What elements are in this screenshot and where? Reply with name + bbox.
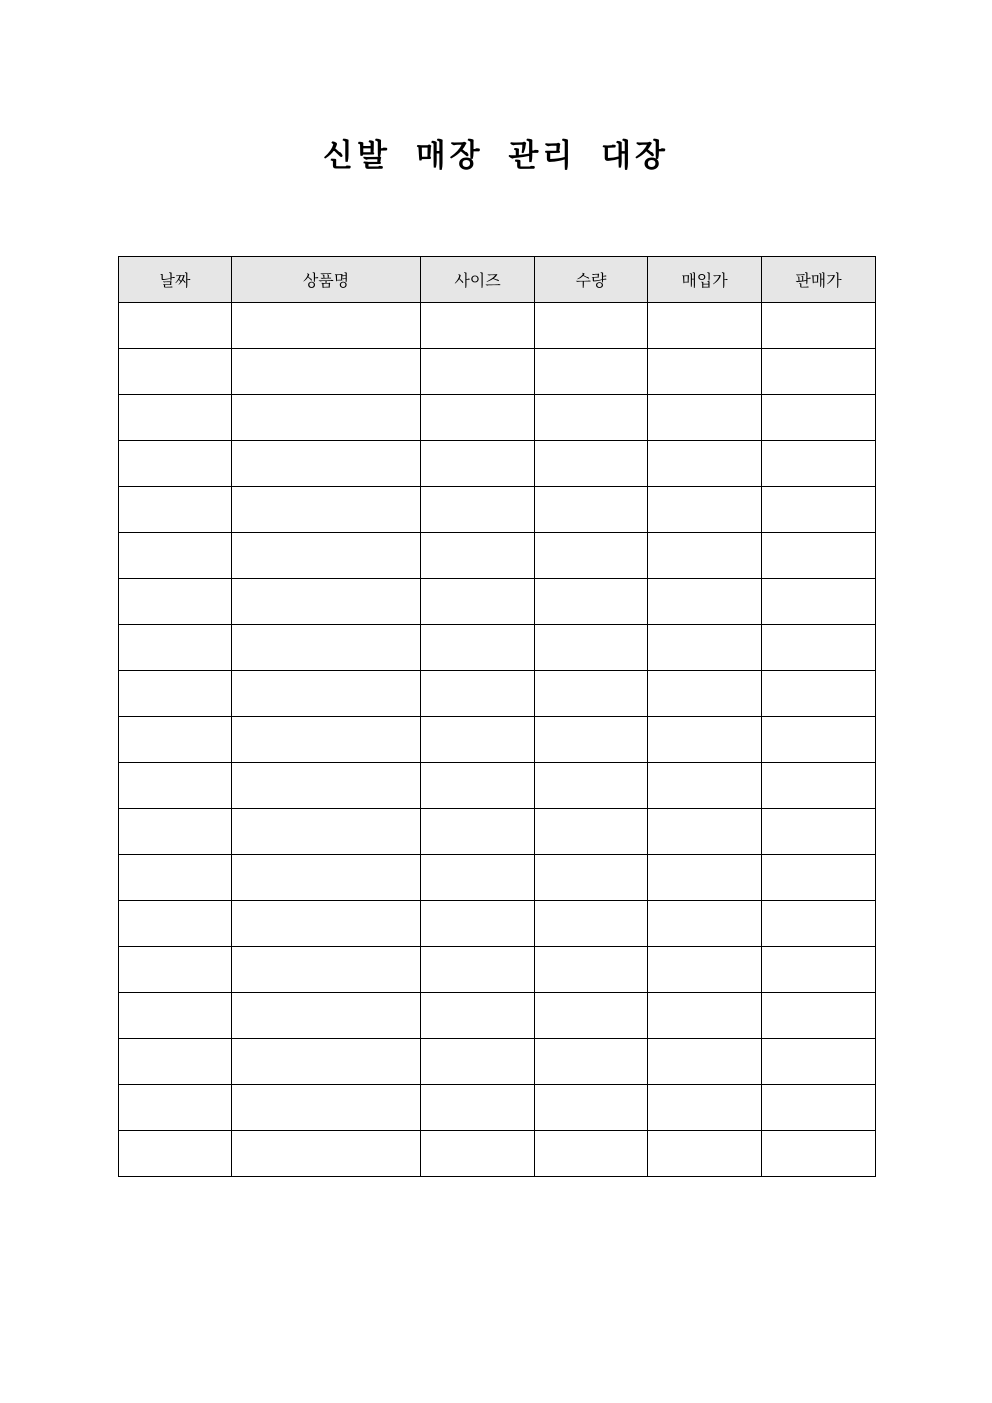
cell-product-name[interactable]	[232, 533, 421, 579]
cell-date[interactable]	[119, 349, 232, 395]
cell-size[interactable]	[421, 395, 535, 441]
cell-product-name[interactable]	[232, 717, 421, 763]
cell-sale-price[interactable]	[762, 763, 876, 809]
cell-sale-price[interactable]	[762, 717, 876, 763]
table-row	[119, 625, 876, 671]
table-row	[119, 349, 876, 395]
cell-size[interactable]	[421, 671, 535, 717]
cell-date[interactable]	[119, 533, 232, 579]
table-row	[119, 533, 876, 579]
cell-size[interactable]	[421, 349, 535, 395]
table-row	[119, 947, 876, 993]
cell-quantity[interactable]	[535, 947, 648, 993]
cell-quantity[interactable]	[535, 349, 648, 395]
cell-date[interactable]	[119, 993, 232, 1039]
cell-quantity[interactable]	[535, 487, 648, 533]
cell-size[interactable]	[421, 855, 535, 901]
cell-size[interactable]	[421, 1131, 535, 1177]
cell-date[interactable]	[119, 579, 232, 625]
cell-purchase-price[interactable]	[648, 671, 762, 717]
cell-date[interactable]	[119, 487, 232, 533]
cell-quantity[interactable]	[535, 625, 648, 671]
cell-size[interactable]	[421, 993, 535, 1039]
cell-date[interactable]	[119, 717, 232, 763]
column-header-size: 사이즈	[421, 257, 535, 303]
cell-date[interactable]	[119, 809, 232, 855]
cell-product-name[interactable]	[232, 441, 421, 487]
column-header-purchase-price: 매입가	[648, 257, 762, 303]
cell-sale-price[interactable]	[762, 487, 876, 533]
cell-quantity[interactable]	[535, 441, 648, 487]
cell-purchase-price[interactable]	[648, 395, 762, 441]
cell-date[interactable]	[119, 1039, 232, 1085]
cell-purchase-price[interactable]	[648, 717, 762, 763]
table-row	[119, 809, 876, 855]
cell-sale-price[interactable]	[762, 809, 876, 855]
cell-product-name[interactable]	[232, 395, 421, 441]
cell-date[interactable]	[119, 395, 232, 441]
cell-sale-price[interactable]	[762, 947, 876, 993]
cell-date[interactable]	[119, 625, 232, 671]
cell-date[interactable]	[119, 671, 232, 717]
cell-sale-price[interactable]	[762, 901, 876, 947]
table-row	[119, 671, 876, 717]
cell-quantity[interactable]	[535, 763, 648, 809]
column-header-product-name: 상품명	[232, 257, 421, 303]
table-row	[119, 1039, 876, 1085]
cell-purchase-price[interactable]	[648, 349, 762, 395]
table-header-row	[119, 257, 876, 303]
cell-date[interactable]	[119, 947, 232, 993]
cell-size[interactable]	[421, 1039, 535, 1085]
document-title: 신발 매장 관리 대장	[323, 138, 669, 174]
table-row	[119, 855, 876, 901]
cell-date[interactable]	[119, 901, 232, 947]
cell-product-name[interactable]	[232, 1039, 421, 1085]
ledger-body	[119, 303, 876, 1177]
cell-product-name[interactable]	[232, 809, 421, 855]
cell-sale-price[interactable]	[762, 303, 876, 349]
cell-purchase-price[interactable]	[648, 487, 762, 533]
cell-product-name[interactable]	[232, 487, 421, 533]
ledger-table	[118, 256, 876, 1177]
table-row	[119, 395, 876, 441]
column-header-date: 날짜	[119, 257, 232, 303]
table-row	[119, 487, 876, 533]
cell-sale-price[interactable]	[762, 349, 876, 395]
cell-size[interactable]	[421, 717, 535, 763]
cell-purchase-price[interactable]	[648, 303, 762, 349]
cell-product-name[interactable]	[232, 349, 421, 395]
cell-product-name[interactable]	[232, 1085, 421, 1131]
cell-purchase-price[interactable]	[648, 625, 762, 671]
cell-sale-price[interactable]	[762, 993, 876, 1039]
cell-product-name[interactable]	[232, 993, 421, 1039]
cell-product-name[interactable]	[232, 855, 421, 901]
cell-size[interactable]	[421, 1085, 535, 1131]
cell-date[interactable]	[119, 855, 232, 901]
cell-quantity[interactable]	[535, 395, 648, 441]
cell-purchase-price[interactable]	[648, 763, 762, 809]
cell-purchase-price[interactable]	[648, 1039, 762, 1085]
cell-sale-price[interactable]	[762, 671, 876, 717]
cell-quantity[interactable]	[535, 901, 648, 947]
cell-quantity[interactable]	[535, 1131, 648, 1177]
cell-quantity[interactable]	[535, 1085, 648, 1131]
cell-sale-price[interactable]	[762, 579, 876, 625]
cell-size[interactable]	[421, 809, 535, 855]
column-header-sale-price: 판매가	[762, 257, 876, 303]
table-row	[119, 1131, 876, 1177]
cell-product-name[interactable]	[232, 625, 421, 671]
cell-quantity[interactable]	[535, 809, 648, 855]
cell-product-name[interactable]	[232, 579, 421, 625]
cell-purchase-price[interactable]	[648, 901, 762, 947]
cell-purchase-price[interactable]	[648, 441, 762, 487]
cell-size[interactable]	[421, 487, 535, 533]
cell-quantity[interactable]	[535, 1039, 648, 1085]
table-row	[119, 303, 876, 349]
cell-product-name[interactable]	[232, 1131, 421, 1177]
cell-quantity[interactable]	[535, 579, 648, 625]
cell-purchase-price[interactable]	[648, 855, 762, 901]
table-row	[119, 993, 876, 1039]
table-row	[119, 441, 876, 487]
cell-size[interactable]	[421, 625, 535, 671]
cell-sale-price[interactable]	[762, 625, 876, 671]
cell-date[interactable]	[119, 1085, 232, 1131]
cell-product-name[interactable]	[232, 901, 421, 947]
cell-sale-price[interactable]	[762, 441, 876, 487]
cell-date[interactable]	[119, 303, 232, 349]
cell-size[interactable]	[421, 579, 535, 625]
cell-product-name[interactable]	[232, 947, 421, 993]
cell-product-name[interactable]	[232, 671, 421, 717]
cell-sale-price[interactable]	[762, 1039, 876, 1085]
cell-quantity[interactable]	[535, 533, 648, 579]
cell-purchase-price[interactable]	[648, 993, 762, 1039]
column-header-quantity: 수량	[535, 257, 648, 303]
cell-purchase-price[interactable]	[648, 947, 762, 993]
cell-size[interactable]	[421, 533, 535, 579]
cell-size[interactable]	[421, 947, 535, 993]
table-row	[119, 763, 876, 809]
cell-size[interactable]	[421, 763, 535, 809]
cell-date[interactable]	[119, 441, 232, 487]
cell-sale-price[interactable]	[762, 1131, 876, 1177]
cell-date[interactable]	[119, 763, 232, 809]
cell-product-name[interactable]	[232, 303, 421, 349]
cell-size[interactable]	[421, 303, 535, 349]
cell-sale-price[interactable]	[762, 395, 876, 441]
cell-product-name[interactable]	[232, 763, 421, 809]
cell-purchase-price[interactable]	[648, 809, 762, 855]
table-row	[119, 579, 876, 625]
cell-purchase-price[interactable]	[648, 1131, 762, 1177]
cell-quantity[interactable]	[535, 855, 648, 901]
cell-purchase-price[interactable]	[648, 1085, 762, 1131]
cell-sale-price[interactable]	[762, 533, 876, 579]
cell-sale-price[interactable]	[762, 1085, 876, 1131]
table-row	[119, 1085, 876, 1131]
cell-sale-price[interactable]	[762, 855, 876, 901]
table-row	[119, 717, 876, 763]
cell-purchase-price[interactable]	[648, 533, 762, 579]
cell-date[interactable]	[119, 1131, 232, 1177]
table-row	[119, 901, 876, 947]
cell-size[interactable]	[421, 901, 535, 947]
cell-quantity[interactable]	[535, 717, 648, 763]
cell-size[interactable]	[421, 441, 535, 487]
cell-quantity[interactable]	[535, 993, 648, 1039]
cell-purchase-price[interactable]	[648, 579, 762, 625]
cell-quantity[interactable]	[535, 303, 648, 349]
cell-quantity[interactable]	[535, 671, 648, 717]
